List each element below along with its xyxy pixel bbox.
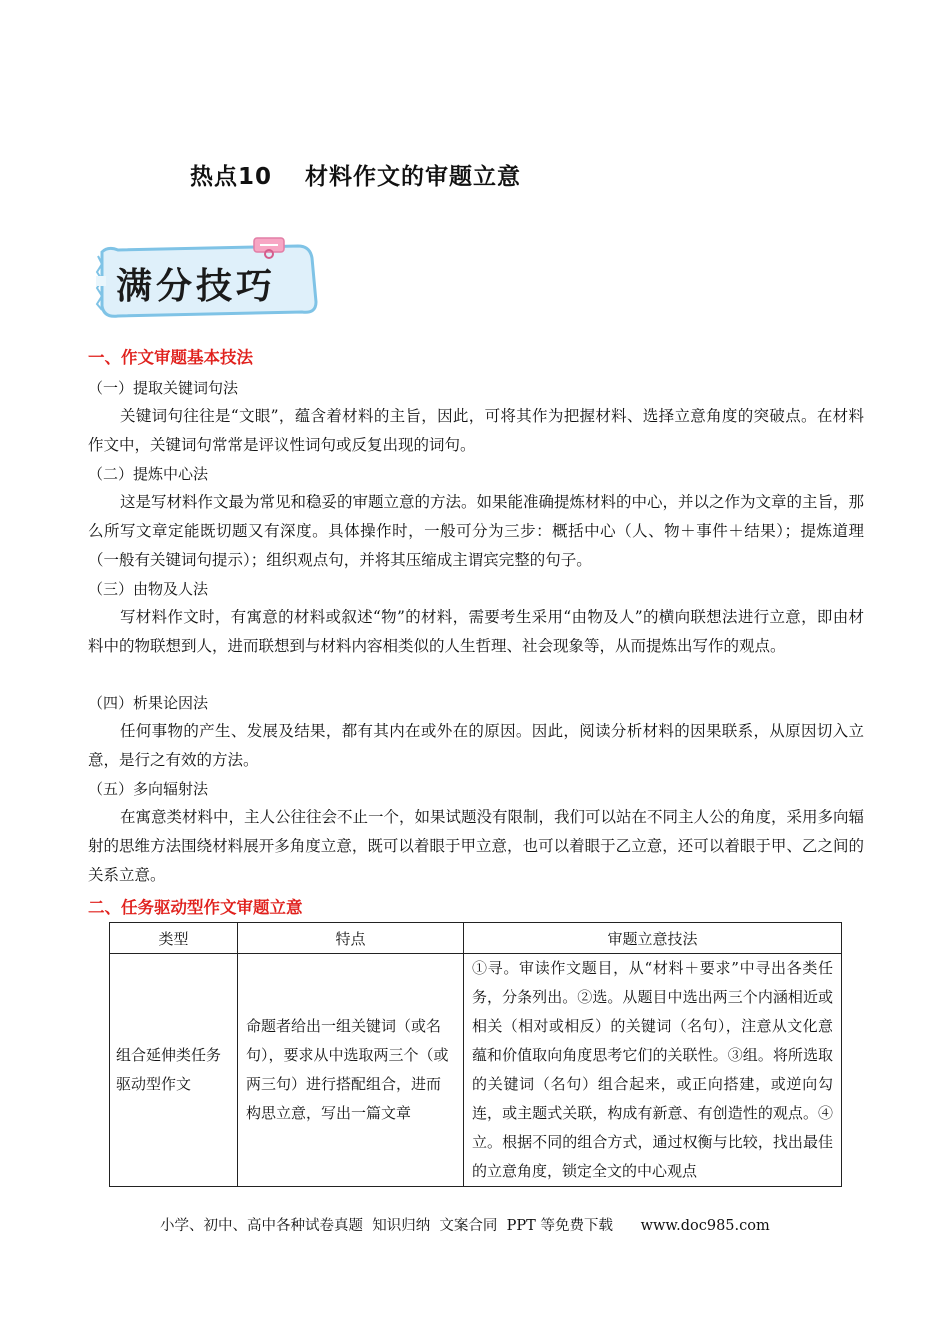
section2-heading: 二、任务驱动型作文审题立意 — [88, 898, 303, 917]
table-header-type: 类型 — [110, 923, 238, 954]
technique-table — [109, 922, 842, 1187]
paragraph-2: 这是写材料作文最为常见和稳妥的审题立意的方法。如果能准确提炼材料的中心，并以之作为文章的主旨，那么所写文章定能既切题又有深度。具体操作时，一般可分为三步：概括中心（人、物＋事件＋结果）；提炼道理（一般有关键词句提示）；组织观点句，并将其压缩成主谓宾完整的句子。 — [88, 493, 865, 569]
page-title: 热点10 材料作文的审题立意 — [190, 164, 522, 190]
subheading-1: （一）提取关键词句法 — [88, 379, 239, 397]
subheading-3: （三）由物及人法 — [88, 580, 209, 598]
page-footer: 小学、初中、高中各种试卷真题 知识归纳 文案合同 PPT 等免费下载 www.doc985.com — [160, 1218, 770, 1234]
table-row — [110, 954, 842, 1187]
table-cell-method: ①寻。审读作文题目，从“材料＋要求”中寻出各类任务，分条列出。②选。从题目中选出两三个内涵相近或相关（相对或相反）的关键词（名句），注意从文化意蕴和价值取向角度思考它们的关联性。③组。将所选取的关键词（名句）组合起来，或正向搭建，或逆向勾连，或主题式关联，构成有新意、有创造性的观点。④立。根据不同的组合方式，通过权衡与比较，找出最佳的立意角度，锁定全文的中心观点 — [464, 954, 842, 1187]
paragraph-1: 关键词句往往是“文眼”，蕴含着材料的主旨，因此，可将其作为把握材料、选择立意角度的突破点。在材料作文中，关键词句常常是评议性词句或反复出现的词句。 — [88, 407, 864, 454]
section1-heading: 一、作文审题基本技法 — [88, 348, 253, 367]
table-header-method: 审题立意技法 — [464, 923, 842, 954]
paragraph-3: 写材料作文时，有寓意的材料或叙述“物”的材料，需要考生采用“由物及人”的横向联想法进行立意，即由材料中的物联想到人，进而联想到与材料内容相类似的人生哲理、社会现象等，从而提炼出写作的观点。 — [88, 608, 864, 655]
paragraph-5: 在寓意类材料中，主人公往往会不止一个，如果试题没有限制，我们可以站在不同主人公的角度，采用多向辐射的思维方法围绕材料展开多角度立意，既可以着眼于甲立意，也可以着眼于乙立意，还可以着眼于甲、乙之间的关系立意。 — [88, 808, 865, 884]
table-cell-feature: 命题者给出一组关键词（或名句），要求从中选取两三个（或两三句）进行搭配组合，进而构思立意，写出一篇文章 — [238, 954, 464, 1187]
subheading-4: （四）析果论因法 — [88, 694, 209, 712]
table-cell-type: 组合延伸类任务驱动型作文 — [110, 954, 238, 1187]
paragraph-4: 任何事物的产生、发展及结果，都有其内在或外在的原因。因此，阅读分析材料的因果联系，从原因切入立意，是行之有效的方法。 — [88, 722, 864, 769]
table-header-feature: 特点 — [238, 923, 464, 954]
subheading-2: （二）提炼中心法 — [88, 465, 209, 483]
badge-graphic — [88, 236, 320, 322]
badge-label: 满分技巧 — [116, 266, 277, 307]
badge-full-marks-tips — [88, 236, 320, 322]
table-header-row — [110, 923, 842, 954]
subheading-5: （五）多向辐射法 — [88, 780, 209, 798]
